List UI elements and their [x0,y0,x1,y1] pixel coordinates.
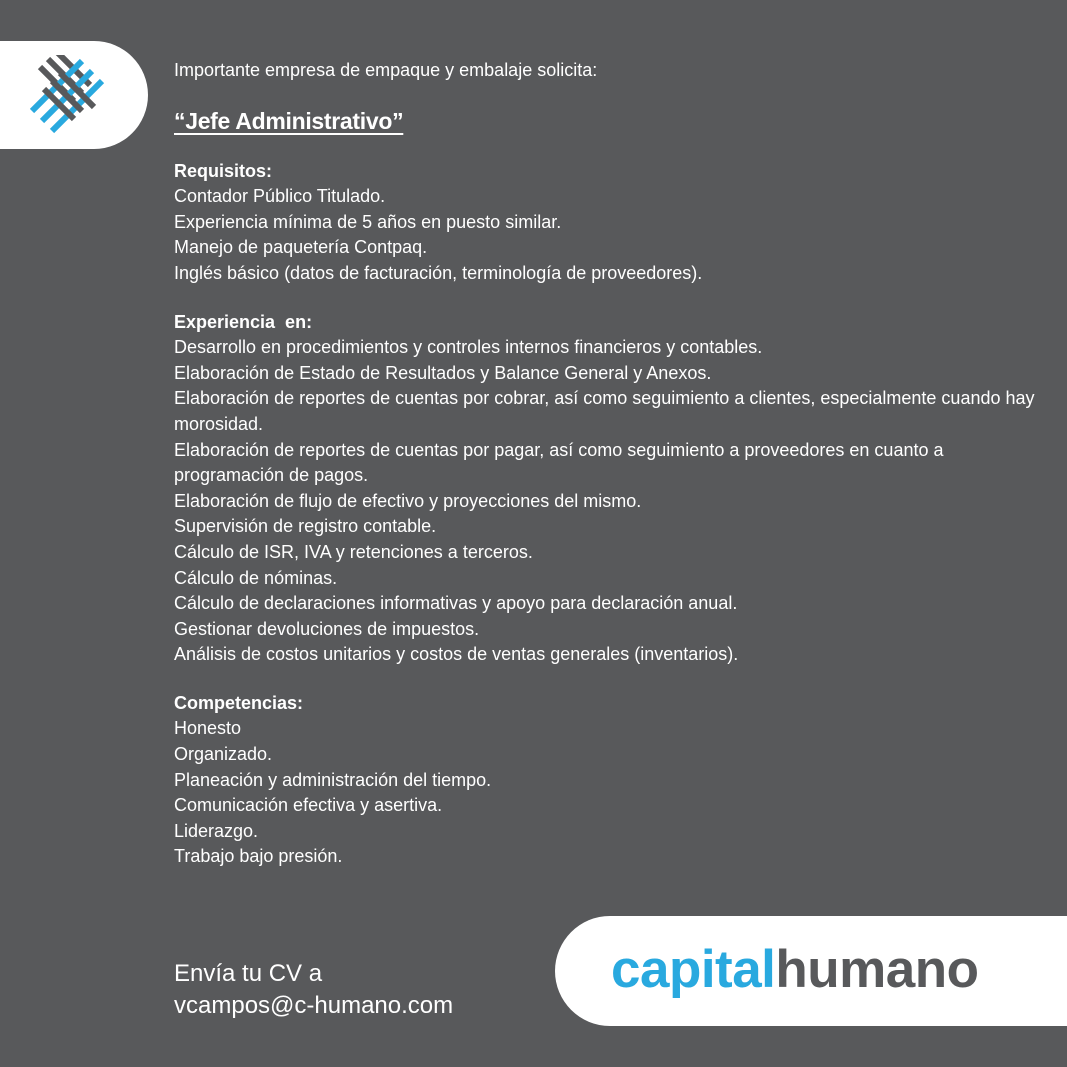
list-item: Cálculo de nóminas. [174,567,338,588]
list-item: Manejo de paquetería Contpaq. [174,237,428,258]
list-item: Trabajo bajo presión. [174,846,343,867]
list-item: Desarrollo en procedimientos y controles internos financieros y contables. [174,337,763,358]
brand-logo-text [611,940,979,1000]
list-item: Organizado. [174,744,273,765]
experience-list [174,335,1054,668]
logo-badge [0,41,148,149]
experience-heading: Experiencia en: [174,311,313,332]
list-item: Liderazgo. [174,820,259,841]
intro-text: Importante empresa de empaque y embalaje solicita: [174,60,598,80]
apply-instruction: Envía tu CV a [174,960,323,987]
requirements-heading: Requisitos: [174,160,273,181]
contact-email-link[interactable]: vcampos@c-humano.com [174,992,454,1019]
requirements-list [174,184,1054,286]
apply-block [174,958,453,1022]
list-item: Elaboración de reportes de cuentas por cobrar, así como seguimiento a clientes, especialmente cuando hay morosidad. [174,388,1035,434]
brand-badge [555,916,1067,1026]
competencies-list [174,716,1054,870]
brand-part-capital: capital [611,940,776,999]
list-item: Gestionar devoluciones de impuestos. [174,618,480,639]
list-item: Cálculo de declaraciones informativas y apoyo para declaración anual. [174,593,738,614]
list-item: Análisis de costos unitarios y costos de ventas generales (inventarios). [174,644,739,665]
list-item: Elaboración de flujo de efectivo y proyecciones del mismo. [174,490,642,511]
experience-section [174,310,1054,668]
job-title: “Jefe Administrativo” [174,107,404,134]
competencies-section [174,691,1054,870]
list-item: Contador Público Titulado. [174,186,386,207]
woven-stripes-logo-icon [30,55,110,135]
list-item: Honesto [174,718,242,739]
list-item: Elaboración de Estado de Resultados y Balance General y Anexos. [174,362,712,383]
list-item: Cálculo de ISR, IVA y retenciones a terceros. [174,541,533,562]
competencies-heading: Competencias: [174,692,304,713]
list-item: Planeación y administración del tiempo. [174,769,492,790]
list-item: Experiencia mínima de 5 años en puesto similar. [174,211,562,232]
brand-part-humano: humano [775,940,979,999]
list-item: Supervisión de registro contable. [174,516,437,537]
list-item: Inglés básico (datos de facturación, terminología de proveedores). [174,262,703,283]
requirements-section [174,159,1054,287]
list-item: Elaboración de reportes de cuentas por pagar, así como seguimiento a proveedores en cuanto a programación de pagos. [174,439,944,486]
job-posting [174,58,1054,870]
list-item: Comunicación efectiva y asertiva. [174,795,443,816]
